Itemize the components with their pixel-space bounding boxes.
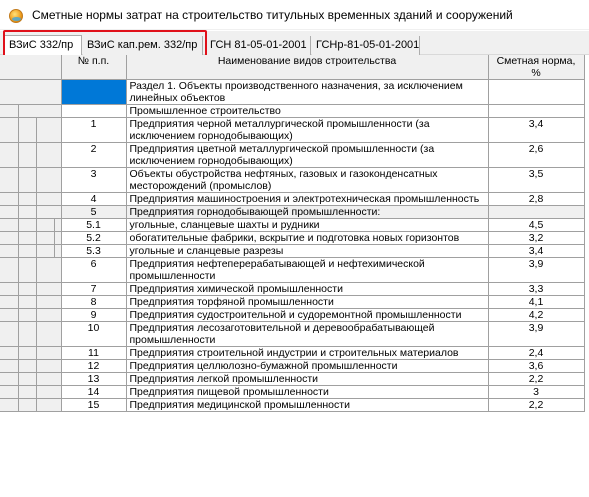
cell-num[interactable]: 4 [61, 193, 126, 206]
row-indent [0, 206, 18, 219]
row-indent [0, 168, 18, 193]
row-indent [0, 347, 18, 360]
row-indicator [36, 168, 61, 193]
row-indicator [36, 322, 61, 347]
row-indent [0, 283, 18, 296]
table-row[interactable] [0, 232, 584, 245]
row-indicator [36, 283, 61, 296]
tab-label: ГСН 81-05-01-2001 [210, 39, 307, 51]
cell-norm[interactable]: 3,3 [488, 283, 584, 296]
cell-num[interactable]: 14 [61, 386, 126, 399]
row-indent [18, 245, 36, 258]
row-indent [18, 309, 36, 322]
table-row[interactable] [0, 296, 584, 309]
cell-norm[interactable]: 4,5 [488, 219, 584, 232]
header-num[interactable]: № п.п. [61, 55, 126, 80]
table-row[interactable] [0, 193, 584, 206]
cell-name[interactable]: Предприятия нефтеперерабатывающей и нефтехимической промышленности [126, 258, 488, 283]
cell-name[interactable]: Предприятия легкой промышленности [126, 373, 488, 386]
cell-num[interactable]: 5.1 [61, 219, 126, 232]
row-indicator [54, 219, 61, 232]
row-indent [0, 386, 18, 399]
row-indent [0, 245, 18, 258]
row-indicator [54, 245, 61, 258]
cell-norm[interactable]: 2,8 [488, 193, 584, 206]
cell-norm[interactable]: 3,4 [488, 118, 584, 143]
app-globe-icon [9, 9, 23, 23]
row-indent [0, 399, 18, 412]
cell-norm[interactable]: 3,9 [488, 258, 584, 283]
table-row[interactable] [0, 309, 584, 322]
row-indent [36, 245, 54, 258]
cell-num[interactable] [61, 80, 126, 105]
row-indent [0, 373, 18, 386]
cell-name[interactable]: Предприятия черной металлургической промышленности (за исключением горнодобывающих) [126, 118, 488, 143]
row-indent [0, 322, 18, 347]
row-indicator [36, 360, 61, 373]
row-indicator [36, 347, 61, 360]
cell-norm[interactable]: 3,6 [488, 360, 584, 373]
row-indent [18, 296, 36, 309]
cell-norm[interactable]: 2,6 [488, 143, 584, 168]
row-indent [0, 193, 18, 206]
header-norm[interactable]: Сметная норма, % [488, 55, 584, 80]
cell-name[interactable]: Предприятия судостроительной и судоремонтной промышленности [126, 309, 488, 322]
row-indicator [54, 232, 61, 245]
table-row[interactable] [0, 245, 584, 258]
cell-norm[interactable] [488, 206, 584, 219]
cell-name[interactable]: Предприятия лесозаготовительной и деревообрабатывающей промышленности [126, 322, 488, 347]
row-indent [0, 258, 18, 283]
row-indent [18, 360, 36, 373]
table-row[interactable] [0, 386, 584, 399]
row-indent [18, 206, 36, 219]
row-indent [18, 219, 36, 232]
table-row[interactable] [0, 399, 584, 412]
row-indent [0, 360, 18, 373]
row-indent [0, 143, 18, 168]
row-indent [36, 232, 54, 245]
cell-name[interactable]: Предприятия цветной металлургической промышленности (за исключением горнодобывающих) [126, 143, 488, 168]
table-row[interactable] [0, 258, 584, 283]
row-indicator [36, 386, 61, 399]
row-indicator [36, 399, 61, 412]
cell-norm[interactable]: 2,4 [488, 347, 584, 360]
table-row[interactable] [0, 347, 584, 360]
header-indicator [0, 55, 61, 80]
cell-num[interactable]: 9 [61, 309, 126, 322]
tab-vzis-332[interactable] [4, 35, 82, 55]
cell-num[interactable]: 10 [61, 322, 126, 347]
tab-vzis-kaprem-332[interactable] [83, 36, 203, 56]
tab-gsn-81-05-01-2001[interactable] [206, 36, 311, 56]
cell-name[interactable]: Предприятия строительной индустрии и строительных материалов [126, 347, 488, 360]
row-indicator [18, 105, 61, 118]
cell-norm[interactable]: 3,4 [488, 245, 584, 258]
cell-norm[interactable]: 3,2 [488, 232, 584, 245]
row-indent [18, 399, 36, 412]
cell-norm[interactable] [488, 105, 584, 118]
table-row[interactable] [0, 373, 584, 386]
cell-norm[interactable]: 2,2 [488, 373, 584, 386]
cell-num[interactable]: 5.2 [61, 232, 126, 245]
cell-name[interactable]: Предприятия пищевой промышленности [126, 386, 488, 399]
table-row[interactable] [0, 283, 584, 296]
table-row[interactable] [0, 206, 584, 219]
row-indent [18, 232, 36, 245]
cell-name[interactable]: Предприятия медицинской промышленности [126, 399, 488, 412]
tab-label: ВЗиС 332/пр [9, 39, 74, 51]
header-name[interactable]: Наименование видов строительства [126, 55, 488, 80]
row-indicator [36, 143, 61, 168]
cell-name[interactable]: Предприятия химической промышленности [126, 283, 488, 296]
row-indicator [36, 206, 61, 219]
cell-name[interactable]: Раздел 1. Объекты производственного назначения, за исключением линейных объектов [126, 80, 488, 105]
row-indent [0, 118, 18, 143]
row-indicator [36, 258, 61, 283]
row-indent [36, 219, 54, 232]
cell-num[interactable]: 15 [61, 399, 126, 412]
cell-norm[interactable] [488, 80, 584, 105]
table-row[interactable] [0, 219, 584, 232]
tab-gsnr-81-05-01-2001[interactable] [312, 36, 420, 56]
row-indent [0, 219, 18, 232]
row-indent [0, 309, 18, 322]
table-row[interactable] [0, 143, 584, 168]
row-indent [18, 193, 36, 206]
title-bar [0, 0, 589, 30]
cell-num[interactable]: 11 [61, 347, 126, 360]
cell-norm[interactable]: 3 [488, 386, 584, 399]
cell-norm[interactable]: 3,5 [488, 168, 584, 193]
cell-num[interactable]: 2 [61, 143, 126, 168]
cell-name[interactable]: обогатительные фабрики, вскрытие и подготовка новых горизонтов [126, 232, 488, 245]
cell-name[interactable]: Предприятия целлюлозно-бумажной промышленности [126, 360, 488, 373]
cell-num[interactable]: 1 [61, 118, 126, 143]
row-indent [0, 232, 18, 245]
table-row[interactable] [0, 118, 584, 143]
cell-name[interactable]: Предприятия горнодобывающей промышленности: [126, 206, 488, 219]
row-indent [18, 258, 36, 283]
norms-grid[interactable] [0, 55, 589, 497]
cell-num[interactable]: 12 [61, 360, 126, 373]
row-indicator [0, 80, 61, 105]
window-title: Сметные нормы затрат на строительство титульных временных зданий и сооружений [32, 8, 513, 22]
tab-label: ВЗиС кап.рем. 332/пр [87, 39, 198, 51]
cell-norm[interactable]: 4,2 [488, 309, 584, 322]
table-row[interactable] [0, 360, 584, 373]
row-indent [18, 347, 36, 360]
table-row[interactable] [0, 80, 584, 105]
row-indent [0, 105, 18, 118]
table-row[interactable] [0, 168, 584, 193]
row-indent [18, 168, 36, 193]
table-row[interactable] [0, 322, 584, 347]
row-indicator [36, 118, 61, 143]
cell-norm[interactable]: 4,1 [488, 296, 584, 309]
row-indicator [36, 309, 61, 322]
cell-num[interactable]: 7 [61, 283, 126, 296]
cell-num[interactable] [61, 105, 126, 118]
row-indicator [36, 373, 61, 386]
table-row[interactable] [0, 105, 584, 118]
tab-strip [0, 31, 589, 55]
cell-num[interactable]: 5.3 [61, 245, 126, 258]
table-header [0, 55, 584, 80]
row-indent [0, 296, 18, 309]
cell-name[interactable]: Предприятия машиностроения и электротехническая промышленность [126, 193, 488, 206]
cell-name[interactable]: Объекты обустройства нефтяных, газовых и газоконденсатных месторождений (промыслов) [126, 168, 488, 193]
row-indent [18, 143, 36, 168]
cell-num[interactable]: 13 [61, 373, 126, 386]
cell-num[interactable]: 3 [61, 168, 126, 193]
cell-num[interactable]: 8 [61, 296, 126, 309]
cell-name[interactable]: угольные и сланцевые разрезы [126, 245, 488, 258]
row-indicator [36, 193, 61, 206]
row-indent [18, 283, 36, 296]
cell-name[interactable]: угольные, сланцевые шахты и рудники [126, 219, 488, 232]
cell-name[interactable]: Промышленное строительство [126, 105, 488, 118]
row-indicator [36, 296, 61, 309]
cell-num[interactable]: 6 [61, 258, 126, 283]
cell-norm[interactable]: 2,2 [488, 399, 584, 412]
row-indent [18, 118, 36, 143]
row-indent [18, 386, 36, 399]
cell-num[interactable]: 5 [61, 206, 126, 219]
cell-name[interactable]: Предприятия торфяной промышленности [126, 296, 488, 309]
norms-table [0, 55, 585, 412]
row-indent [18, 373, 36, 386]
row-indent [18, 322, 36, 347]
tab-label: ГСНр-81-05-01-2001 [316, 39, 420, 51]
cell-norm[interactable]: 3,9 [488, 322, 584, 347]
